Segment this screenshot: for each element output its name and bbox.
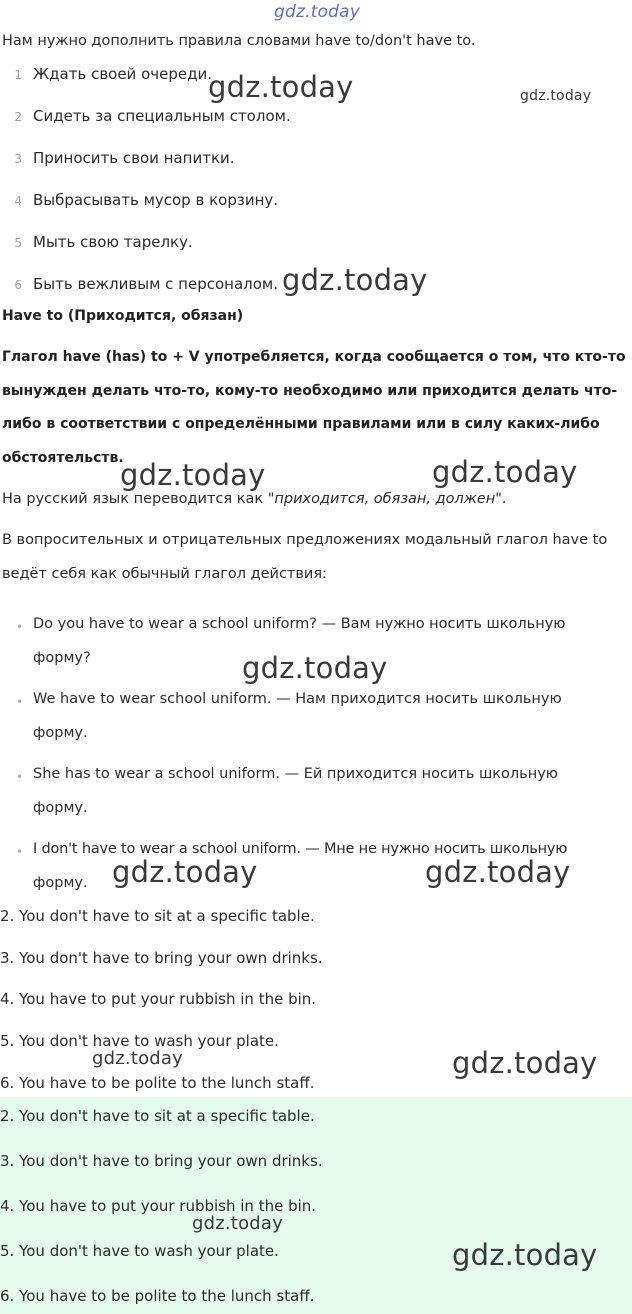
example-line: форму. — [33, 725, 88, 741]
translation-suffix: ". — [495, 491, 507, 507]
example-line: Do you have to wear a school uniform? — Вам нужно носить школьную — [33, 616, 566, 632]
watermark: gdz.today — [208, 70, 354, 104]
answer-line: 3. You don't have to bring your own drinks. — [0, 949, 323, 967]
watermark: gdz.today — [520, 88, 592, 104]
rule-number: 3 — [14, 152, 22, 166]
theory-line: обстоятельств. — [2, 450, 124, 466]
bullet-icon: • — [16, 845, 24, 859]
final-answer-line: 2. You don't have to sit at a specific table. — [0, 1107, 315, 1125]
example-line: форму. — [33, 800, 88, 816]
translation-line — [2, 491, 507, 507]
theory-heading: Have to (Приходится, обязан) — [2, 308, 244, 324]
final-answer-line: 5. You don't have to wash your plate. — [0, 1242, 279, 1260]
final-answer-line: 4. You have to put your rubbish in the bin. — [0, 1197, 317, 1215]
bullet-icon: • — [16, 695, 24, 709]
bullet-icon: • — [16, 620, 24, 634]
rule-item: Быть вежливым с персоналом. — [33, 275, 279, 293]
watermark: gdz.today — [452, 1046, 598, 1080]
example-line: I don't have to wear a school uniform. — Мне не нужно носить школьную — [33, 841, 568, 857]
rule-number: 2 — [14, 110, 22, 124]
theory-line: Глагол have (has) to + V употребляется, когда сообщается о том, что кто-то — [2, 349, 626, 365]
rule-number: 1 — [14, 68, 22, 82]
question-line: В вопросительных и отрицательных предложениях модальный глагол have to — [2, 532, 608, 548]
theory-line: либо в соответствии с определёнными правилами или в силу каких-либо — [2, 416, 600, 432]
answer-line: 4. You have to put your rubbish in the bin. — [0, 990, 317, 1008]
rule-item: Мыть свою тарелку. — [33, 233, 193, 251]
rule-number: 6 — [14, 278, 22, 292]
watermark: gdz.today — [425, 855, 571, 889]
theory-line: вынужден делать что-то, кому-то необходимо или приходится делать что- — [2, 383, 618, 399]
answer-line: 2. You don't have to sit at a specific table. — [0, 907, 315, 925]
watermark: gdz.today — [242, 651, 388, 685]
final-answer-line: 6. You have to be polite to the lunch staff. — [0, 1287, 315, 1305]
watermark: gdz.today — [452, 1238, 598, 1272]
watermark: gdz.today — [282, 263, 428, 297]
intro-text: Нам нужно дополнить правила словами have to/don't have to. — [2, 33, 476, 49]
watermark-top: gdz.today — [274, 2, 361, 22]
rule-number: 5 — [14, 236, 22, 250]
answer-line: 6. You have to be polite to the lunch staff. — [0, 1074, 315, 1092]
rule-item: Ждать своей очереди. — [33, 65, 212, 83]
example-line: She has to wear a school uniform. — Ей приходится носить школьную — [33, 766, 558, 782]
watermark: gdz.today — [112, 855, 258, 889]
rule-item: Выбрасывать мусор в корзину. — [33, 191, 279, 209]
watermark: gdz.today — [92, 1048, 184, 1069]
final-answer-line: 3. You don't have to bring your own drinks. — [0, 1152, 323, 1170]
translation-prefix: На русский язык переводится как " — [2, 491, 275, 507]
question-line: ведёт себя как обычный глагол действия: — [2, 566, 327, 582]
bullet-icon: • — [16, 770, 24, 784]
example-line: We have to wear school uniform. — Нам приходится носить школьную — [33, 691, 562, 707]
example-line: форму. — [33, 875, 88, 891]
rule-item: Приносить свои напитки. — [33, 149, 235, 167]
rule-number: 4 — [14, 194, 22, 208]
watermark: gdz.today — [120, 458, 266, 492]
translation-words: приходится, обязан, должен — [274, 491, 496, 507]
watermark: gdz.today — [432, 455, 578, 489]
rule-item: Сидеть за специальным столом. — [33, 107, 291, 125]
watermark: gdz.today — [192, 1213, 284, 1234]
answer-line: 5. You don't have to wash your plate. — [0, 1032, 279, 1050]
example-line: форму? — [33, 650, 91, 666]
